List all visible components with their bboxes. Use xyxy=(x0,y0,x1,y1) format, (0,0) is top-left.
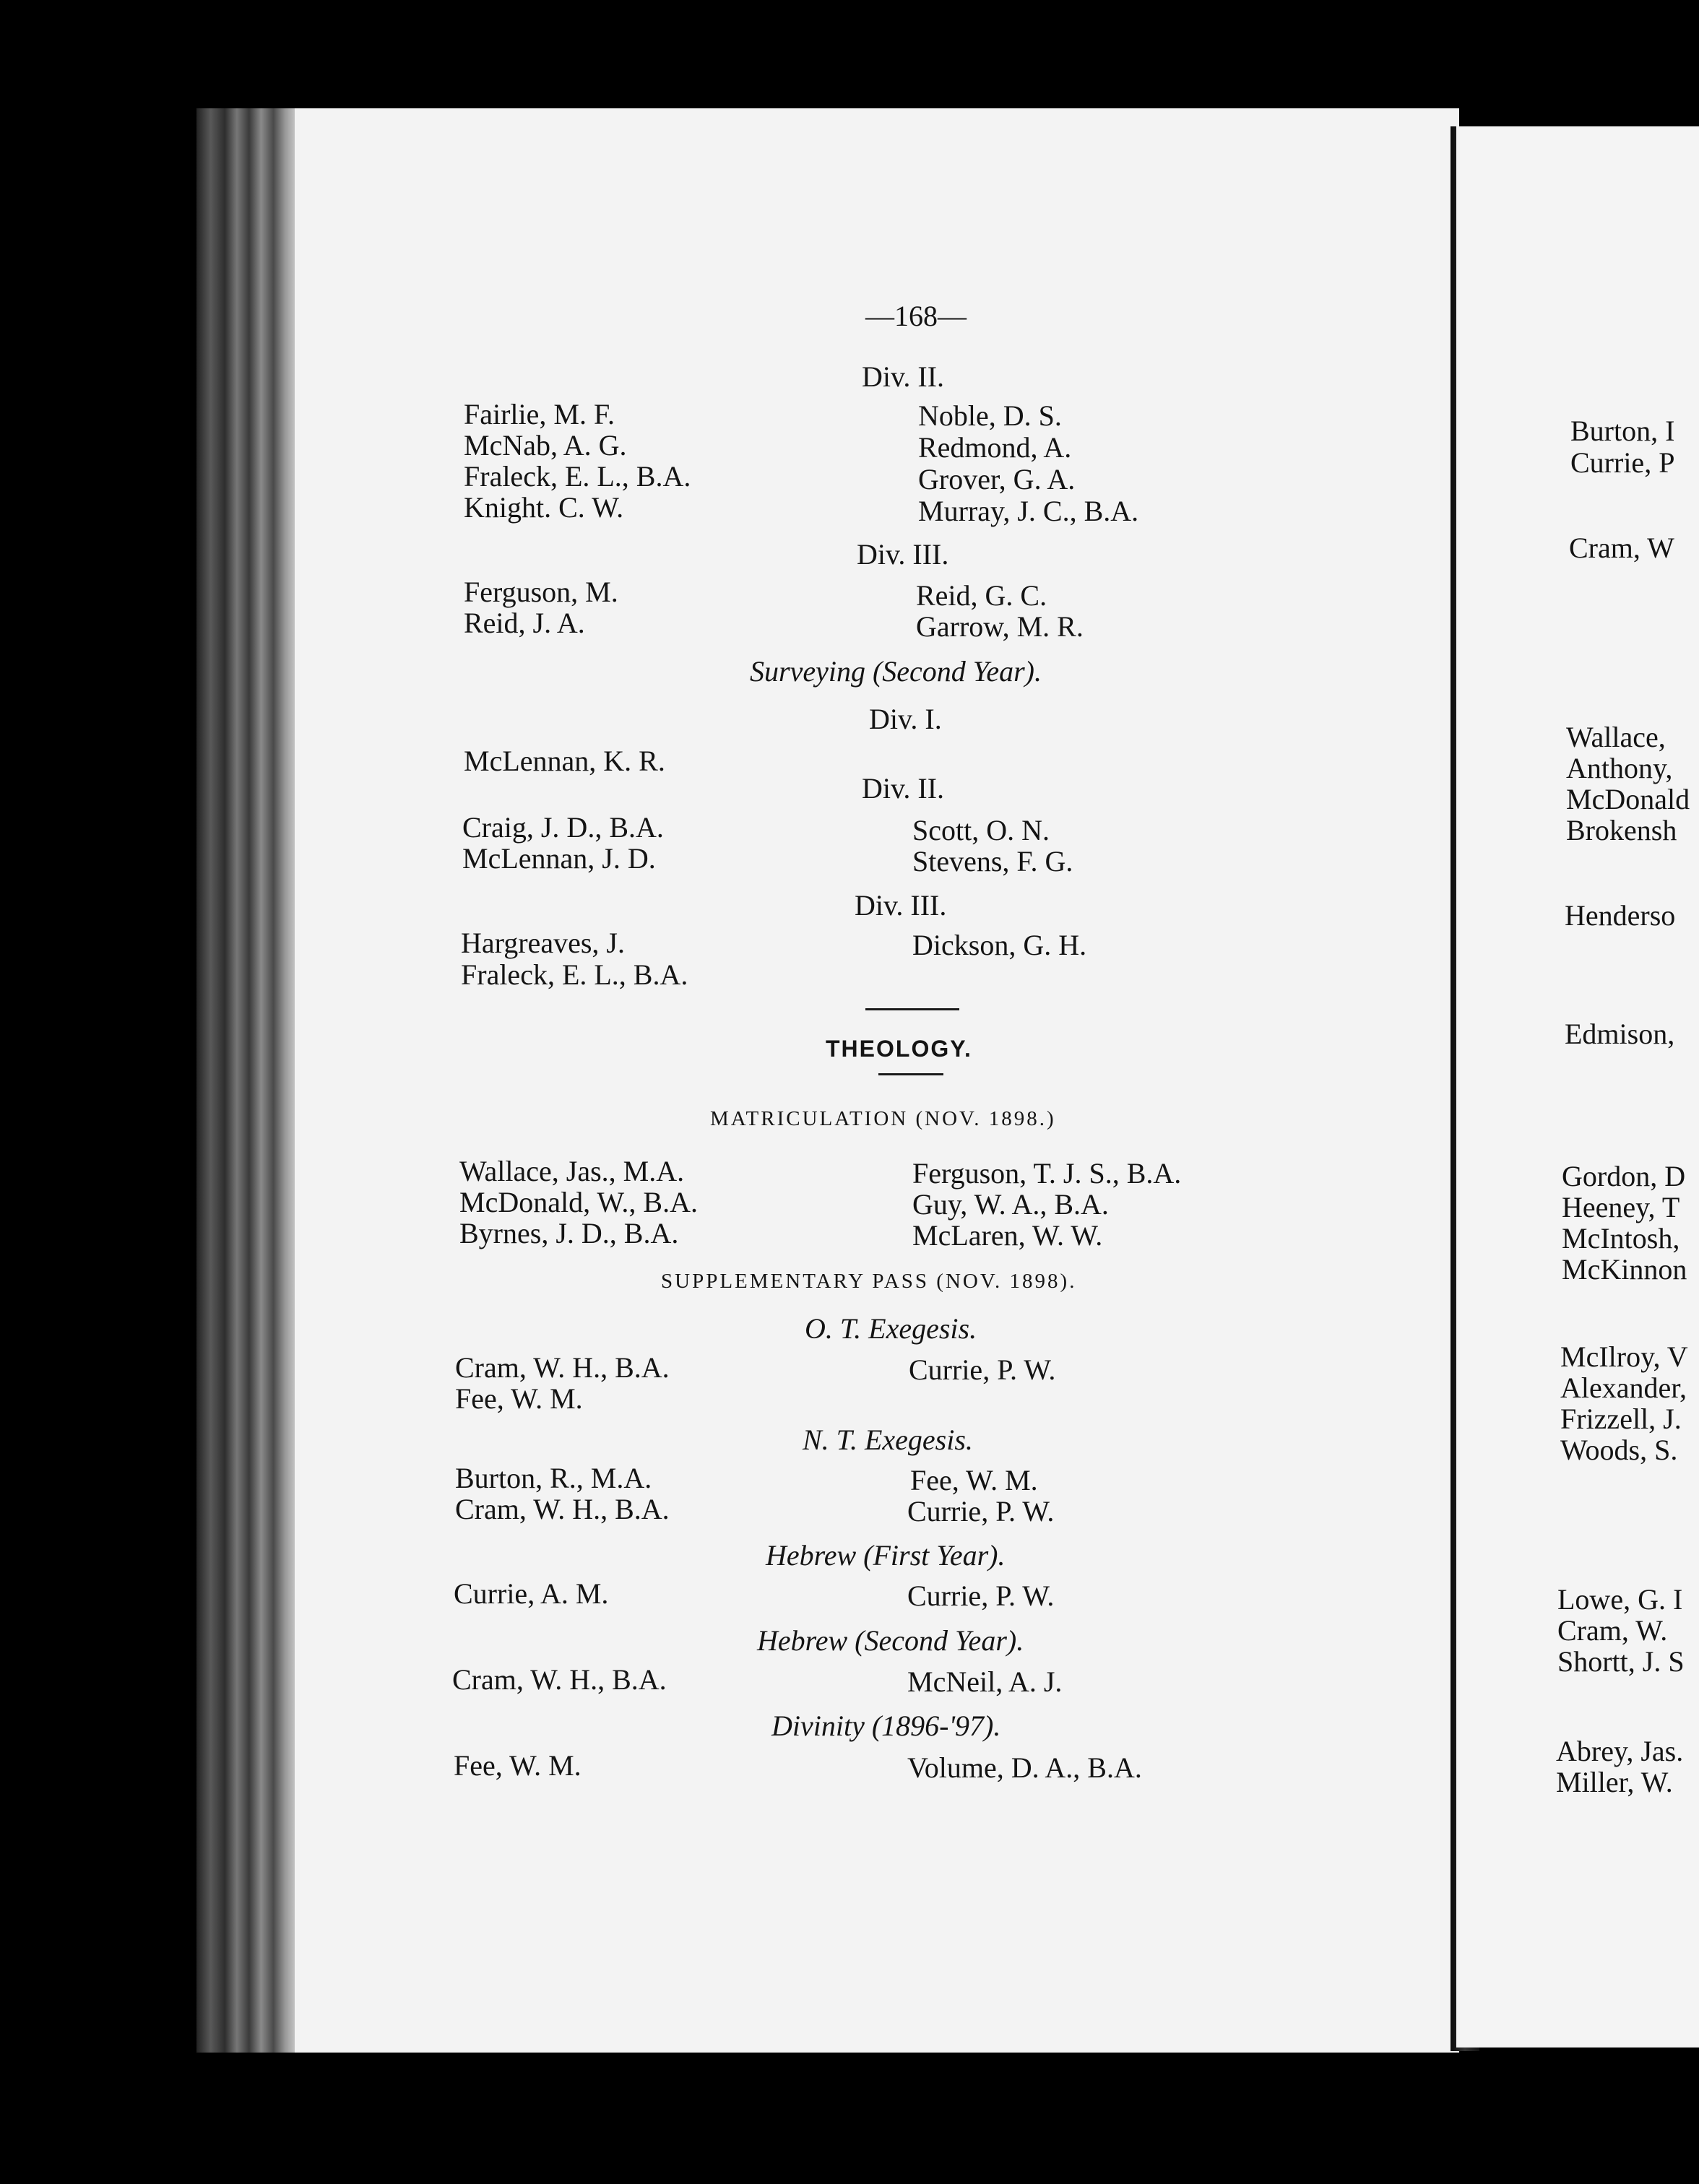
list-item: McIlroy, V xyxy=(1560,1340,1688,1373)
surveying-heading: Surveying (Second Year). xyxy=(750,655,1042,688)
page-number: —168— xyxy=(865,300,967,332)
list-item: Miller, W. xyxy=(1556,1766,1673,1798)
hebrew-second-year-heading: Hebrew (Second Year). xyxy=(757,1624,1024,1657)
list-item: Stevens, F. G. xyxy=(912,845,1073,878)
list-item: Wallace, xyxy=(1566,721,1666,753)
page-stack-edge xyxy=(196,108,298,2053)
list-item: Redmond, A. xyxy=(918,431,1072,464)
list-item: Burton, I xyxy=(1570,415,1675,447)
list-item: Lowe, G. I xyxy=(1557,1583,1683,1616)
list-item: Dickson, G. H. xyxy=(912,929,1087,961)
list-item: Cram, W. H., B.A. xyxy=(455,1351,670,1384)
list-item: Noble, D. S. xyxy=(918,399,1062,432)
surveying-div3-heading: Div. III. xyxy=(855,889,947,922)
list-item: Henderso xyxy=(1565,899,1676,932)
list-item: Grover, G. A. xyxy=(918,463,1076,495)
list-item: Alexander, xyxy=(1560,1372,1687,1404)
list-item: Cram, W. xyxy=(1557,1614,1668,1647)
list-item: Abrey, Jas. xyxy=(1556,1735,1684,1767)
list-item: Fee, W. M. xyxy=(910,1464,1038,1496)
list-item: Anthony, xyxy=(1566,752,1673,784)
list-item: Guy, W. A., B.A. xyxy=(912,1188,1109,1221)
heading-rule xyxy=(878,1073,943,1075)
list-item: Burton, R., M.A. xyxy=(455,1462,652,1494)
ot-exegesis-heading: O. T. Exegesis. xyxy=(805,1312,977,1345)
list-item: McDonald xyxy=(1566,783,1690,815)
list-item: Reid, G. C. xyxy=(916,579,1047,612)
list-item: Currie, P. W. xyxy=(907,1495,1055,1528)
list-item: McLennan, J. D. xyxy=(462,842,656,875)
list-item: Murray, J. C., B.A. xyxy=(918,495,1139,527)
theology-heading: THEOLOGY. xyxy=(826,1036,972,1062)
list-item: Fee, W. M. xyxy=(455,1382,583,1415)
surveying-div2-heading: Div. II. xyxy=(862,772,945,805)
list-item: Cram, W. H., B.A. xyxy=(452,1663,667,1696)
list-item: Shortt, J. S xyxy=(1557,1645,1685,1678)
list-item: Volume, D. A., B.A. xyxy=(907,1751,1142,1784)
list-item: McNab, A. G. xyxy=(464,429,627,462)
list-item: Brokensh xyxy=(1566,814,1677,846)
surveying-div1-heading: Div. I. xyxy=(869,703,942,735)
list-item: McLaren, W. W. xyxy=(912,1219,1103,1252)
list-item: Craig, J. D., B.A. xyxy=(462,811,664,844)
list-item: Cram, W. H., B.A. xyxy=(455,1493,670,1525)
list-item: Edmison, xyxy=(1565,1018,1675,1050)
list-item: Garrow, M. R. xyxy=(916,610,1084,643)
list-item: Currie, A. M. xyxy=(454,1577,609,1610)
section-rule xyxy=(865,1008,959,1010)
list-item: Fraleck, E. L., B.A. xyxy=(461,958,688,991)
list-item: McLennan, K. R. xyxy=(464,745,665,777)
div2-heading: Div. II. xyxy=(862,360,945,393)
hebrew-first-year-heading: Hebrew (First Year). xyxy=(766,1539,1006,1572)
nt-exegesis-heading: N. T. Exegesis. xyxy=(803,1424,973,1456)
list-item: Byrnes, J. D., B.A. xyxy=(459,1217,679,1249)
div3-heading: Div. III. xyxy=(857,538,949,571)
list-item: Currie, P. W. xyxy=(907,1580,1055,1612)
list-item: Reid, J. A. xyxy=(464,607,585,639)
list-item: McDonald, W., B.A. xyxy=(459,1186,698,1218)
list-item: Knight. C. W. xyxy=(464,491,624,524)
list-item: Fairlie, M. F. xyxy=(464,398,615,430)
matriculation-heading: MATRICULATION (NOV. 1898.) xyxy=(710,1107,1056,1130)
list-item: Scott, O. N. xyxy=(912,814,1050,846)
list-item: Fraleck, E. L., B.A. xyxy=(464,460,691,493)
list-item: Cram, W xyxy=(1569,532,1674,564)
list-item: Fee, W. M. xyxy=(454,1749,582,1782)
list-item: McNeil, A. J. xyxy=(907,1665,1063,1698)
right-page xyxy=(1456,126,1699,2048)
left-page xyxy=(295,108,1459,2053)
list-item: Ferguson, T. J. S., B.A. xyxy=(912,1157,1182,1190)
list-item: Woods, S. xyxy=(1560,1434,1678,1466)
list-item: Ferguson, M. xyxy=(464,576,618,608)
list-item: Currie, P. W. xyxy=(909,1353,1056,1386)
list-item: Gordon, D xyxy=(1562,1160,1686,1192)
list-item: Heeney, T xyxy=(1562,1191,1680,1223)
divinity-heading: Divinity (1896-'97). xyxy=(771,1710,1001,1742)
list-item: Hargreaves, J. xyxy=(461,927,625,959)
list-item: Wallace, Jas., M.A. xyxy=(459,1155,685,1187)
list-item: Frizzell, J. xyxy=(1560,1403,1682,1435)
list-item: McIntosh, xyxy=(1562,1222,1680,1254)
list-item: Currie, P xyxy=(1570,446,1675,479)
supplementary-heading: SUPPLEMENTARY PASS (NOV. 1898). xyxy=(661,1270,1077,1293)
list-item: McKinnon xyxy=(1562,1253,1687,1286)
